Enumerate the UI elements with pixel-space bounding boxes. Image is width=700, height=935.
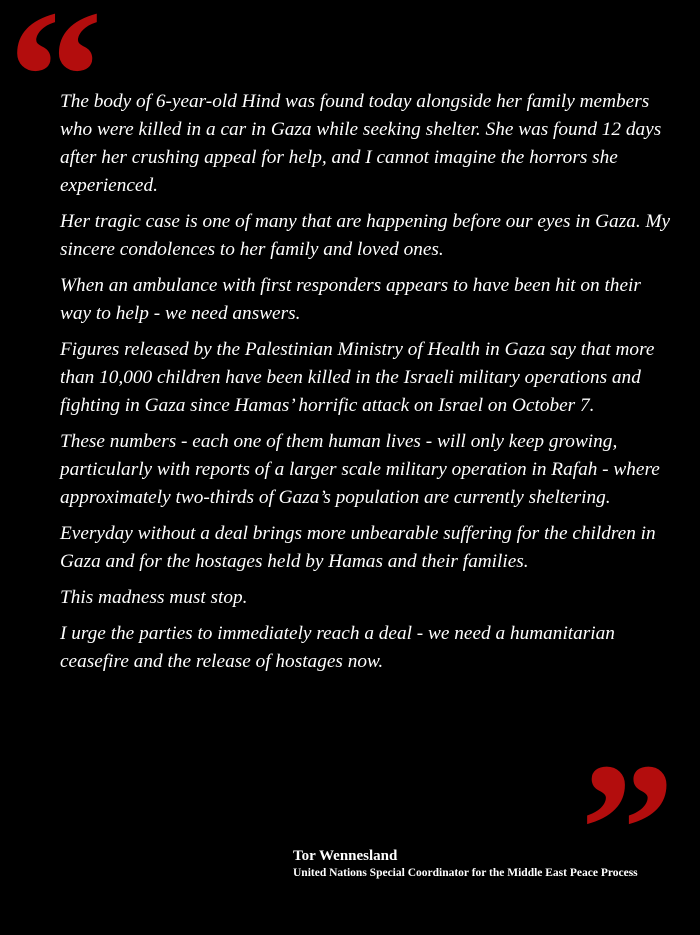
paragraph-3: When an ambulance with first responders appears to have been hit on their way to help - we need answers. (60, 275, 641, 324)
paragraph-8: I urge the parties to immediately reach a deal - we need a humanitarian ceasefire and the release of hostages now. (60, 623, 615, 672)
statement-body (60, 88, 672, 684)
paragraph-6: Everyday without a deal brings more unbearable suffering for the children in Gaza and for the hostages held by Hamas and their families. (60, 523, 656, 572)
paragraph-5: These numbers - each one of them human lives - will only keep growing, particularly with reports of a larger scale military operation in Rafah - where approximately two-thirds of Gaza’s population are currently sheltering. (60, 431, 660, 508)
signature-block (293, 847, 638, 881)
paragraph-7: This madness must stop. (60, 587, 248, 608)
paragraph-1: The body of 6-year-old Hind was found today alongside her family members who were killed in a car in Gaza while seeking shelter. She was found 12 days after her crushing appeal for help, and I cannot imagine the horrors she experienced. (60, 91, 662, 196)
closing-quote-mark: ” (580, 725, 675, 935)
signatory-name: Tor Wennesland (293, 848, 398, 864)
opening-quote-mark: “ (8, 0, 103, 182)
signatory-title: United Nations Special Coordinator for the Middle East Peace Process (293, 867, 638, 879)
paragraph-4: Figures released by the Palestinian Ministry of Health in Gaza say that more than 10,000 children have been killed in the Israeli military operations and fighting in Gaza since Hamas’ horrific attack on Israel on October 7. (60, 339, 655, 416)
paragraph-2: Her tragic case is one of many that are happening before our eyes in Gaza. My sincere condolences to her family and loved ones. (60, 211, 671, 260)
